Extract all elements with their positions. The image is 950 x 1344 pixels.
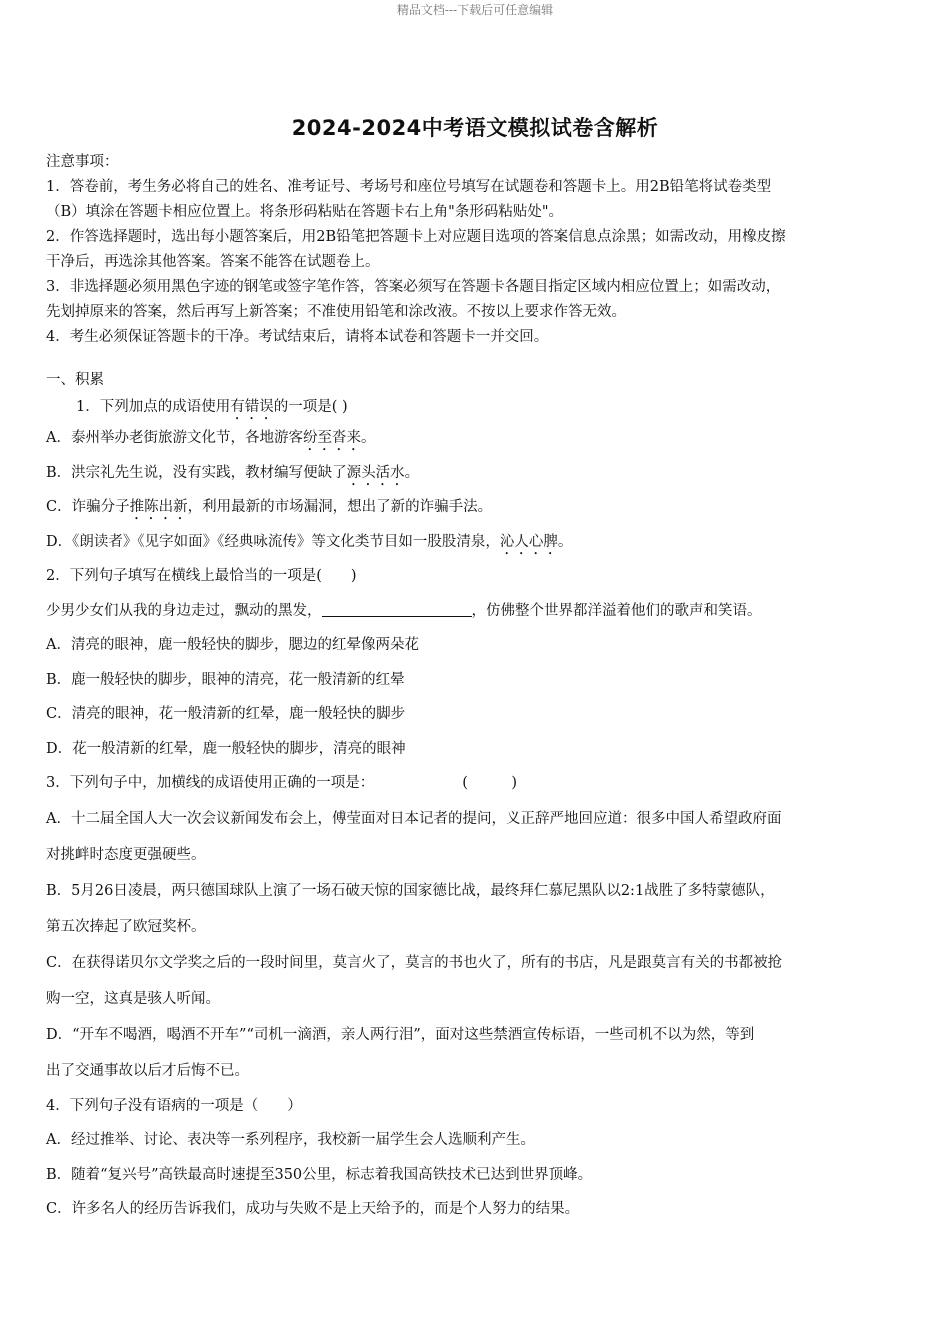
question-text: 的一项是( )	[273, 399, 348, 415]
question-3-line: 出了交通事故以后才后悔不已。	[46, 1062, 249, 1079]
question-3-line: D．“开车不喝酒，喝酒不开车”“司机一滴酒，亲人两行泪”，面对这些禁酒宣传标语，一些司机不以为然，等到	[46, 1026, 755, 1043]
question-3-line: 对挑衅时态度更强硬些。	[46, 846, 206, 863]
notice-heading: 注意事项：	[46, 154, 119, 170]
notice-line: 4．考生必须保证答题卡的干净。考试结束后，请将本试卷和答题卡一并交回。	[46, 329, 549, 345]
section-heading: 一、积累	[46, 372, 104, 388]
notice-section	[46, 150, 906, 350]
question-1-stem	[46, 393, 906, 421]
emphasis-text: 沁人心脾	[499, 533, 558, 550]
question-2-option-d: D．花一般清新的红晕，鹿一般轻快的脚步，清亮的眼神	[46, 740, 406, 757]
answer-blank	[322, 598, 472, 617]
question-3-line: 第五次捧起了欧冠奖杯。	[46, 918, 206, 935]
page-header: 精品文档---下载后可任意编辑	[396, 3, 554, 17]
question-4-option-b: B．随着“复兴号”高铁最高时速提至350公里，标志着我国高铁技术已达到世界顶峰。	[46, 1166, 593, 1183]
question-1-option-b: B．洪宗礼先生说，没有实践，教材编写便缺了源头活水。	[46, 464, 420, 481]
notice-line: 2．作答选择题时，选出每小题答案后，用2B铅笔把答题卡上对应题目选项的答案信息点涂黑；如需改动，用橡皮擦	[46, 229, 786, 245]
emphasis-text: 纷至沓来	[302, 430, 361, 446]
document-body	[46, 150, 906, 1227]
question-2-option-a: A．清亮的眼神，鹿一般轻快的脚步，腮边的红晕像两朵花	[46, 637, 419, 653]
question-3-line: A．十二届全国人大一次会议新闻发布会上，傅莹面对日本记者的提问，义正辞严地回应道：很多中国人希望政府面	[46, 810, 782, 827]
question-4-option-c: C．许多名人的经历告诉我们，成功与失败不是上天给予的，而是个人努力的结果。	[46, 1201, 580, 1217]
question-2-option-c: C．清亮的眼神，花一般清新的红晕，鹿一般轻快的脚步	[46, 706, 406, 722]
question-text: 1．下列加点的成语使用	[76, 399, 231, 415]
question-2-stem: 2．下列句子填写在横线上最恰当的一项是( )	[46, 568, 357, 584]
emphasis-text: 源头活水	[346, 464, 405, 481]
question-1-option-c: C．诈骗分子推陈出新，利用最新的市场漏洞，想出了新的诈骗手法。	[46, 499, 493, 515]
notice-line: 干净后，再选涂其他答案。答案不能答在试题卷上。	[46, 254, 380, 270]
page-title: 2024-2024中考语文模拟试卷含解析	[291, 116, 659, 140]
notice-line: 先划掉原来的答案，然后再写上新答案；不准使用铅笔和涂改液。不按以上要求作答无效。	[46, 304, 626, 320]
answer-paren: ( )	[462, 775, 518, 791]
question-4-option-a: A．经过推举、讨论、表决等一系列程序，我校新一届学生会人选顺利产生。	[46, 1132, 535, 1148]
question-3-line: C．在获得诺贝尔文学奖之后的一段时间里，莫言火了，莫言的书也火了，所有的书店，凡是跟莫言有关的书都被抢	[46, 954, 783, 971]
notice-line: 1．答卷前，考生务必将自己的姓名、准考证号、考场号和座位号填写在试题卷和答题卡上。用2B铅笔将试卷类型	[46, 179, 772, 195]
emphasis-text: 推陈出新	[129, 499, 188, 515]
question-3-line: B．5月26日凌晨，两只德国球队上演了一场石破天惊的国家德比战，最终拜仁慕尼黑队以2:1战胜了多特蒙德队，	[46, 882, 775, 899]
question-3-stem: 3．下列句子中，加横线的成语使用正确的一项是： ( )	[46, 775, 518, 791]
notice-line: （B）填涂在答题卡相应位置上。将条形码粘贴在答题卡右上角"条形码粘贴处"。	[46, 204, 563, 220]
notice-line: 3．非选择题必须用黑色字迹的钢笔或签字笔作答，答案必须写在答题卡各题目指定区域内相应位置上；如需改动，	[46, 279, 781, 295]
emphasis-text: 有错误	[230, 399, 274, 415]
question-2-option-b: B．鹿一般轻快的脚步，眼神的清亮，花一般清新的红晕	[46, 671, 405, 688]
question-1-option-a: A．泰州举办老街旅游文化节，各地游客纷至沓来。	[46, 430, 376, 446]
question-4-stem: 4．下列句子没有语病的一项是（ ）	[46, 1097, 302, 1114]
question-3-line: 购一空，这真是骇人听闻。	[46, 990, 220, 1007]
question-2-sentence: 少男少女们从我的身边走过，飘动的黑发， ，仿佛整个世界都洋溢着他们的歌声和笑语。	[46, 594, 906, 629]
question-1-option-d: D．《朗读者》《见字如面》《经典咏流传》等文化类节目如一股股清泉，沁人心脾。	[46, 533, 573, 550]
